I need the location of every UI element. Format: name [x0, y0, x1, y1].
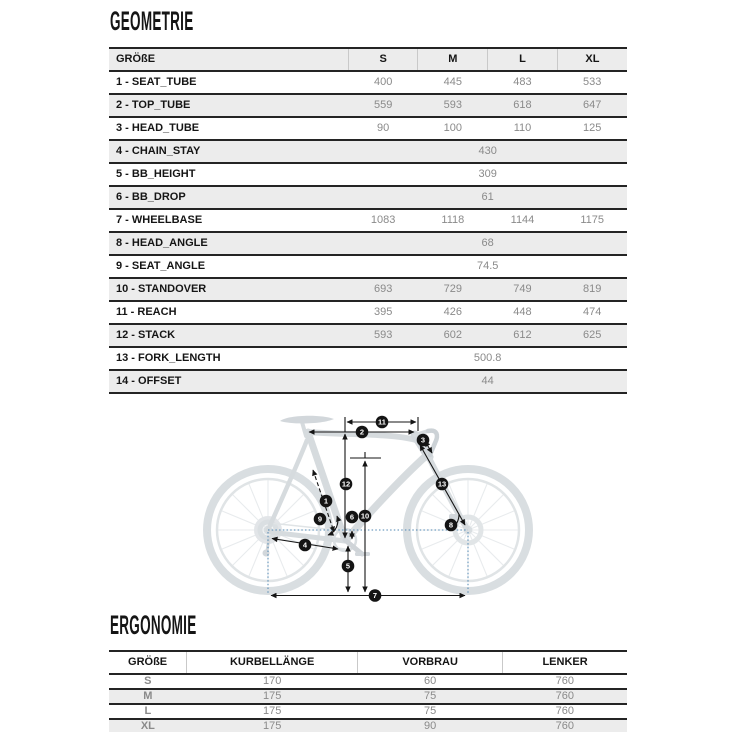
badge-7	[369, 589, 382, 602]
geometry-row-label: 14 - OFFSET	[116, 375, 182, 387]
ergonomics-row-value: 175	[262, 705, 282, 717]
geometry-row-label: 13 - FORK_LENGTH	[116, 352, 221, 364]
ergonomics-row-size: L	[144, 705, 152, 717]
ergonomics-row-value: 75	[424, 690, 437, 702]
svg-text:8: 8	[448, 520, 454, 530]
ergonomics-header-handlebar: LENKER	[503, 651, 627, 674]
geometry-row-value: 593	[443, 99, 462, 111]
geometry-row-label: 1 - SEAT_TUBE	[116, 76, 197, 88]
ergonomics-table-header	[109, 651, 627, 674]
geometry-row-label: 10 - STANDOVER	[116, 283, 207, 295]
geometry-row-label: 2 - TOP_TUBE	[116, 99, 191, 111]
geometry-row-value: 819	[582, 283, 602, 295]
geometry-row	[109, 117, 627, 140]
svg-text:12: 12	[341, 479, 351, 489]
ergonomics-row-value: 60	[424, 675, 437, 687]
badge-10	[359, 510, 372, 523]
ergonomics-row-value: 760	[555, 675, 574, 687]
geometry-row-value: 1175	[580, 214, 604, 226]
geometry-row-value: 1118	[441, 214, 465, 226]
ergonomics-row-value: 90	[424, 720, 437, 732]
geometry-row-value: 100	[443, 122, 462, 134]
geometry-row-value: 125	[582, 122, 602, 134]
geometry-row-label: 11 - REACH	[116, 306, 177, 318]
geometry-row-value: 593	[373, 329, 393, 341]
geometry-row-value: 426	[443, 306, 462, 318]
ergonomics-title-text: ERGONOMIE	[110, 609, 197, 641]
svg-text:3: 3	[420, 435, 426, 445]
geometry-row	[109, 209, 627, 232]
geometry-row-value: 395	[373, 306, 393, 318]
geometry-row-label: 8 - HEAD_ANGLE	[116, 237, 208, 249]
geometry-header-row	[109, 48, 627, 71]
ergonomics-header-row	[109, 651, 627, 674]
geometry-size-xl: XL	[557, 48, 627, 71]
svg-text:7: 7	[372, 591, 378, 601]
ergonomics-header-size: GRÖßE	[109, 651, 187, 674]
geometry-row-value: 729	[443, 283, 462, 295]
ergonomics-row-size: XL	[140, 720, 155, 732]
ergonomics-row-size: M	[143, 690, 153, 702]
pedal	[355, 552, 370, 556]
svg-text:2: 2	[359, 427, 365, 437]
geometry-row-value: 533	[582, 76, 602, 88]
geometry-row-value: 445	[443, 76, 462, 88]
geometry-row-label: 5 - BB_HEIGHT	[116, 168, 196, 180]
badge-13	[436, 478, 449, 491]
geometry-row-value: 602	[443, 329, 462, 341]
geometry-row	[109, 163, 627, 186]
geometry-row-value: 618	[513, 99, 532, 111]
ergonomics-row-value: 75	[424, 705, 437, 717]
ergonomics-row-value: 760	[555, 720, 574, 732]
geometry-table-body	[109, 71, 627, 393]
geometry-row	[109, 232, 627, 255]
badge-2	[356, 426, 369, 439]
geometry-row-shared-value: 61	[481, 191, 494, 203]
badge-1	[320, 495, 333, 508]
svg-text:9: 9	[317, 514, 323, 524]
geometry-row-value: 749	[513, 283, 532, 295]
geometry-row-shared-value: 309	[478, 168, 497, 180]
badge-5	[342, 560, 355, 573]
ergonomics-header-crank-length: KURBELLÄNGE	[187, 651, 358, 674]
geometry-row-value: 400	[373, 76, 393, 88]
ergonomics-row	[109, 689, 627, 704]
geometry-row	[109, 186, 627, 209]
geometry-row-value: 612	[513, 329, 532, 341]
badge-8	[445, 519, 458, 532]
geometry-row-shared-value: 68	[481, 237, 494, 249]
ergonomics-table	[109, 650, 627, 732]
geometry-row-label: 9 - SEAT_ANGLE	[116, 260, 206, 272]
badge-4	[299, 539, 312, 552]
badge-6	[346, 511, 359, 524]
geometry-row-shared-value: 430	[478, 145, 497, 157]
ergonomics-row-value: 170	[262, 675, 282, 687]
geometry-row	[109, 94, 627, 117]
geometry-row	[109, 255, 627, 278]
geometry-row-value: 448	[513, 306, 532, 318]
geometry-row	[109, 140, 627, 163]
geometry-row-shared-value: 500.8	[473, 352, 502, 364]
badge-11	[376, 416, 389, 429]
geometry-row-value: 1083	[370, 214, 396, 226]
geometry-row-value: 474	[582, 306, 602, 318]
ergonomics-row-value: 175	[262, 720, 282, 732]
geometry-size-m: M	[418, 48, 488, 71]
geometry-row-value: 647	[582, 99, 602, 111]
ergonomics-row	[109, 704, 627, 719]
svg-text:13: 13	[437, 479, 447, 489]
ergonomics-row	[109, 719, 627, 732]
geometry-row-shared-value: 44	[481, 375, 494, 387]
svg-text:5: 5	[345, 561, 351, 571]
bike-illustration	[207, 416, 529, 591]
geometry-section-title	[110, 6, 271, 37]
geometry-size-column-label: GRÖßE	[116, 53, 156, 65]
badge-3	[417, 434, 430, 447]
ergonomics-row-size: S	[144, 675, 152, 687]
handlebar	[428, 431, 437, 455]
badge-9	[314, 513, 327, 526]
geometry-row-value: 110	[513, 122, 532, 134]
geometry-size-s: S	[348, 48, 418, 71]
geometry-row	[109, 278, 627, 301]
geometry-row-value: 90	[377, 122, 390, 134]
ergonomics-row	[109, 674, 627, 689]
geometry-row-value: 693	[373, 283, 393, 295]
svg-text:6: 6	[349, 512, 355, 522]
saddle	[280, 416, 334, 424]
geometry-table-header	[109, 48, 627, 71]
svg-text:1: 1	[323, 496, 329, 506]
geometry-row-label: 4 - CHAIN_STAY	[116, 145, 201, 157]
geometry-title-text: GEOMETRIE	[110, 5, 194, 37]
svg-text:4: 4	[302, 540, 308, 550]
ergonomics-header-stem: VORBRAU	[358, 651, 503, 674]
geometry-row-label: 12 - STACK	[116, 329, 176, 341]
geometry-row-label: 7 - WHEELBASE	[116, 214, 203, 226]
geometry-row	[109, 301, 627, 324]
geometry-row-shared-value: 74.5	[476, 260, 499, 272]
svg-text:10: 10	[360, 511, 370, 521]
geometry-row-label: 3 - HEAD_TUBE	[116, 122, 200, 134]
ergonomics-row-value: 760	[555, 705, 574, 717]
geometry-size-l: L	[488, 48, 558, 71]
geometry-row-value: 559	[373, 99, 393, 111]
badge-12	[340, 478, 353, 491]
ergonomics-row-value: 175	[262, 690, 282, 702]
geometry-row	[109, 71, 627, 94]
geometry-row	[109, 324, 627, 347]
svg-text:11: 11	[378, 417, 386, 427]
seatpost	[302, 422, 306, 436]
geometry-row-label: 6 - BB_DROP	[116, 191, 186, 203]
ergonomics-section-title	[110, 610, 276, 641]
ergonomics-table-body	[109, 674, 627, 732]
ergonomics-row-value: 760	[555, 690, 574, 702]
geometry-row	[109, 347, 627, 370]
bike-geometry-diagram	[185, 388, 555, 618]
geometry-row-value: 483	[513, 76, 532, 88]
geometry-table	[109, 47, 627, 394]
geometry-row-value: 1144	[510, 214, 535, 226]
geometry-row-value: 625	[582, 329, 602, 341]
